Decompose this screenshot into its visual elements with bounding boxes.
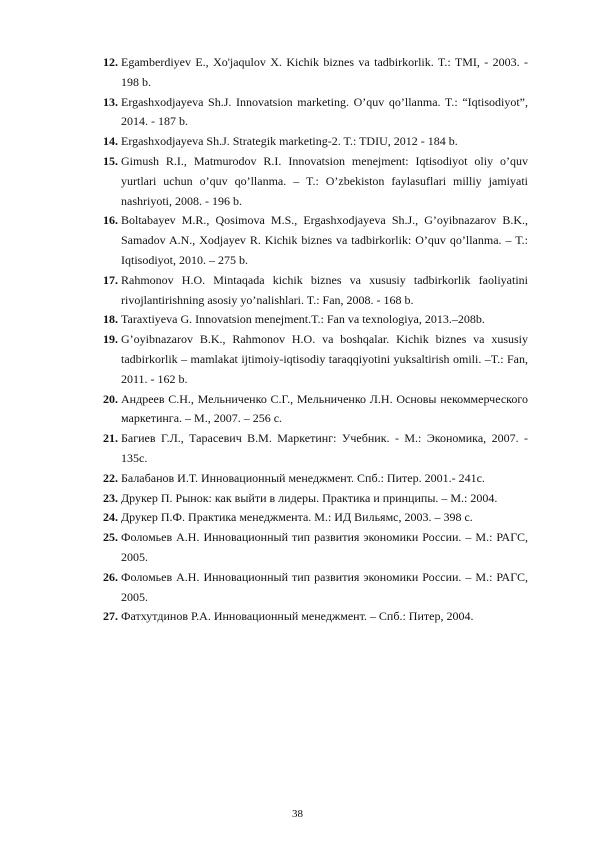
reference-item xyxy=(103,330,528,389)
reference-number: 12. xyxy=(103,55,118,69)
reference-number: 22. xyxy=(103,470,118,485)
reference-text: Ergashxodjayeva Sh.J. Innovatsion marketing. O’quv qo’llanma. T.: “Iqtisodiyot”, 2014. - 187 b. xyxy=(121,94,528,129)
reference-text: Багиев Г.Л., Тарасевич В.М. Маркетинг: Учебник. - М.: Экономика, 2007. - 135с. xyxy=(121,431,528,465)
reference-item xyxy=(103,53,528,93)
reference-text: Boltabayev M.R., Qosimova M.S., Ergashxodjayeva Sh.J., G’oyibnazarov B.K., Samadov A.N., Xodjayev R. Kichik biznes va tadbirkorlik: O’quv qo’llanma. – T.: Iqtisodiyot, 2010. – 275 b. xyxy=(121,213,528,267)
reference-text: Друкер П.Ф. Практика менеджмента. М.: ИД Вильямс, 2003. – 398 с. xyxy=(121,510,473,525)
reference-item xyxy=(103,429,528,469)
reference-number: 14. xyxy=(103,134,118,149)
reference-number: 24. xyxy=(103,510,118,525)
reference-item xyxy=(103,211,528,270)
reference-item xyxy=(103,607,528,627)
reference-number: 25. xyxy=(103,530,118,545)
reference-number: 21. xyxy=(103,431,118,446)
reference-text: Фатхутдинов Р.А. Инновационный менеджмент. – Спб.: Питер, 2004. xyxy=(121,609,474,624)
reference-text: Ergashxodjayeva Sh.J. Strategik marketing-2. T.: TDIU, 2012 - 184 b. xyxy=(121,134,458,149)
reference-text: Балабанов И.Т. Инновационный менеджмент. Спб.: Питер. 2001.- 241с. xyxy=(121,470,485,485)
reference-item xyxy=(103,93,528,133)
reference-item xyxy=(103,489,528,509)
reference-list xyxy=(103,53,528,627)
reference-number: 27. xyxy=(103,609,118,624)
reference-text: Gimush R.I., Matmurodov R.I. Innovatsion menejment: Iqtisodiyot oliy o’quv yurtlari uchun o’quv qo’llanma. – T.: O’zbekiston faylasuflari milliy jamiyati nashriyoti, 2008. - 196 b. xyxy=(121,153,528,208)
reference-item xyxy=(103,152,528,211)
reference-text: Андреев С.Н., Мельниченко С.Г., Мельниченко Л.Н. Основы некоммерческого маркетинга. – М., 2007. – 256 с. xyxy=(121,391,528,426)
reference-number: 19. xyxy=(103,332,118,347)
reference-number: 18. xyxy=(103,312,118,327)
reference-number: 23. xyxy=(103,490,118,505)
reference-number: 26. xyxy=(103,569,118,584)
reference-item xyxy=(103,390,528,430)
reference-item xyxy=(103,568,528,608)
reference-item xyxy=(103,271,528,311)
reference-item xyxy=(103,508,528,528)
reference-text: Rahmonov H.O. Mintaqada kichik biznes va xususiy tadbirkorlik faoliyatini rivojlantirishning asosiy yo’nalishlari. T.: Fan, 2008. - 168 b. xyxy=(121,272,528,307)
page-number: 38 xyxy=(292,808,303,820)
reference-item xyxy=(103,469,528,489)
reference-text: Egamberdiyev E., Xo'jaqulov X. Kichik biznes va tadbirkorlik. T.: TMI, - 2003. - 198 b. xyxy=(121,55,528,89)
reference-text: Фоломьев А.Н. Инновационный тип развития экономики России. – М.: РАГС, 2005. xyxy=(121,569,528,604)
reference-text: G’oyibnazarov B.K., Rahmonov H.O. va boshqalar. Kichik biznes va xususiy tadbirkorlik – mamlakat ijtimoiy-iqtisodiy taraqqiyotini yuksaltirish omili. –T.: Fan, 2011. - 162 b. xyxy=(121,332,528,386)
reference-number: 20. xyxy=(103,391,118,406)
reference-text: Друкер П. Рынок: как выйти в лидеры. Практика и принципы. – М.: 2004. xyxy=(121,490,498,505)
reference-item xyxy=(103,528,528,568)
reference-text: Taraxtiyeva G. Innovatsion menejment.T.: Fan va texnologiya, 2013.–208b. xyxy=(121,312,485,327)
reference-item xyxy=(103,132,528,152)
reference-number: 17. xyxy=(103,272,118,287)
reference-number: 15. xyxy=(103,153,118,168)
reference-item xyxy=(103,310,528,330)
reference-text: Фоломьев А.Н. Инновационный тип развития экономики России. – М.: РАГС, 2005. xyxy=(121,530,528,564)
reference-number: 13. xyxy=(103,94,118,109)
reference-number: 16. xyxy=(103,213,118,228)
